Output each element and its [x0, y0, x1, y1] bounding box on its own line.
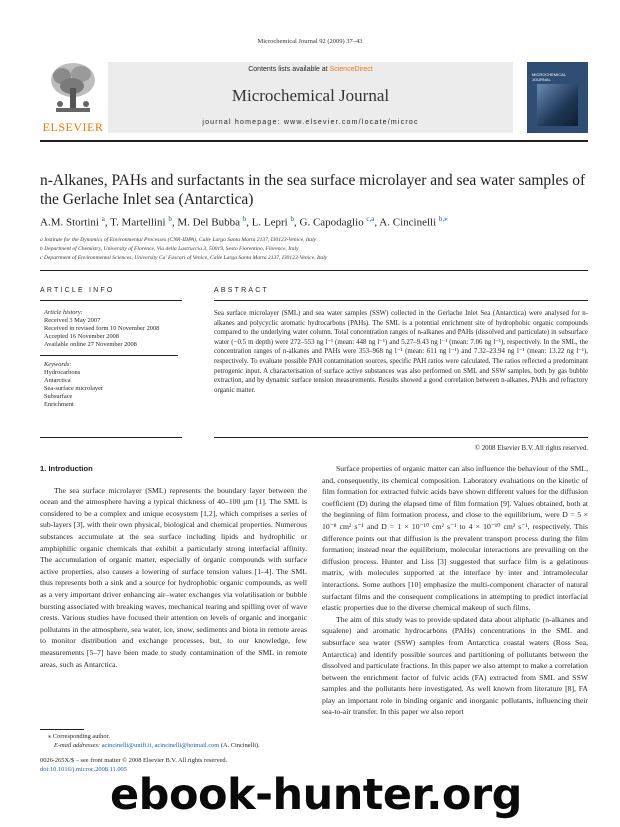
author: A. Cincinelli — [379, 216, 437, 229]
affiliation-divider — [40, 270, 588, 271]
sciencedirect-link[interactable]: ScienceDirect — [329, 66, 373, 73]
author-affiliation-mark[interactable]: b — [290, 215, 294, 223]
author-affiliation-mark[interactable]: a — [101, 215, 105, 223]
history-entry: Received in revised form 10 November 2008 — [44, 325, 160, 332]
abstract-bottom-rule — [214, 437, 588, 438]
abstract-heading: ABSTRACT — [214, 287, 269, 294]
author: L. Lepri — [251, 216, 288, 229]
elsevier-wordmark: ELSEVIER — [42, 120, 104, 134]
keyword: Enrichment — [44, 401, 74, 408]
email-label: E-mail addresses: — [54, 741, 102, 749]
keyword: Antarctica — [44, 377, 71, 384]
keyword: Subsurface — [44, 393, 73, 400]
author-affiliation-mark[interactable]: c,a — [366, 215, 375, 223]
article-info-panel — [44, 309, 204, 409]
journal-homepage[interactable]: journal homepage: www.elsevier.com/locate/microc — [202, 119, 419, 126]
author-affiliation-mark[interactable]: b,⁎ — [438, 215, 448, 223]
article-info-rule — [40, 300, 182, 301]
history-entry: Accepted 16 November 2008 — [44, 333, 120, 340]
history-label: Article history: — [44, 309, 83, 316]
abstract-text: Sea surface microlayer (SML) and sea water samples (SSW) collected in the Gerlache Inlet Sea (Antarctica) were analysed for n-alkanes and polycyclic aromatic hydrocarbons (PAHs). The SML is a potential enrichment site of hydrophobic organic compounds compared to the underlying water column. Total concentration ranges of n-alkanes and PAHs (dissolved and particulate) in subsurface water (−0.5 m depth) were 272–553 ng l⁻¹ (mean: 448 ng l⁻¹) and 5.27–9.43 ng l⁻¹ (mean: 7.06 ng l⁻¹), respectively. In the SML, the concentration ranges of n-alkanes and PAHs were 353–968 ng l⁻¹ (mean: 611 ng l⁻¹) and 7.32–23.94 ng l⁻¹ (mean: 13.22 ng l⁻¹), respectively. To evaluate possible PAH contamination sources, specific PAH ratios were calculated. The ratios reflected a predominant petrogenic input. A characterisation of surface active substances was also performed on SML and SSW samples, both by gas bubble extraction, and by dynamic surface tension measurements. Results showed a good correlation between n-alkanes, PAHs and refractory organic matter. — [214, 310, 588, 394]
cover-image — [537, 84, 578, 126]
author: A.M. Stortini — [40, 216, 99, 229]
header-divider — [40, 140, 588, 142]
elsevier-logo — [40, 60, 106, 134]
section-heading: 1. Introduction — [40, 464, 93, 473]
article-title: n-Alkanes, PAHs and surfactants in the sea surface microlayer and sea water samples of the Gerlache Inlet sea (Antarctica) — [40, 172, 586, 208]
author: G. Capodaglio — [299, 216, 364, 229]
keyword: Sea-surface microlayer — [44, 385, 104, 392]
keywords-label: Keywords: — [44, 361, 72, 368]
body-column-right — [322, 463, 588, 718]
keywords-rule — [40, 349, 178, 356]
history-entry: Received 3 May 2007 — [44, 317, 101, 324]
contents-prefix: Contents lists available at — [248, 66, 330, 73]
paragraph: The aim of this study was to provide updated data about aliphatic (n-alkanes and squalene) and aromatic hydrocarbons (PAHs) concentrations in the SML and subsurface sea water (SSW) samples from Antarctica coastal waters (Ross Sea, Antarctica) and identify possible sources and partitioning of pollutants between the dissolved and particulate fractions. In this paper we also attempt to make a correlation between the enrichment factor of fulvic acids (FA) extracted from SML and SSW samples and the pollutants here investigated. As well known from literature [8], FA play an important role in binding organic and inorganic pollutants, influencing their sea-to-air transfer. In this paper we also report — [322, 614, 588, 717]
abstract-rule — [214, 300, 588, 301]
journal-name: Microchemical Journal — [231, 86, 390, 105]
watermark: ebook-hunter.org — [110, 770, 522, 820]
footnote-rule — [40, 729, 84, 730]
author: M. Del Bubba — [177, 216, 240, 229]
abstract-copyright: © 2008 Elsevier B.V. All rights reserved. — [474, 445, 588, 452]
elsevier-tree-icon — [48, 60, 98, 116]
corresponding-author-note: ⁎ Corresponding author. — [48, 733, 110, 740]
journal-cover-thumbnail — [527, 62, 588, 133]
journal-citation: Microchemical Journal 92 (2009) 37–43 — [257, 38, 363, 45]
email-suffix: (A. Cincinelli). — [219, 741, 260, 749]
author-affiliation-mark[interactable]: b — [242, 215, 247, 223]
cover-title: MICROCHEMICAL JOURNAL — [532, 72, 566, 82]
history-entry: Available online 27 November 2008 — [44, 341, 137, 348]
paragraph: The sea surface microlayer (SML) represents the boundary layer between the ocean and the atmosphere having a typical thickness of 40–100 µm [1]. The SML is considered to be a complex and unique ecosystem [1,2], which comprises a series of sub-layers [3], with their own physical, biological and chemical properties. Numerous substances accumulate at the sea surface including lipids and hydrophilic or amphiphilic organic chemicals that exhibit a particularly strong interfacial affinity. The accumulation of organic matter, especially of organic compounds with surface active properties, also causes a lowering of surface tension values [1–4]. The SML thus represents both a sink and a source for hydrophobic organic compounds, as well as a very important driver enhancing air–water exchanges via volatilisation or bubble bursting associated with breaking waves, mechanical tearing and spilling over of wave crests. Various studies have focused their attention on levels of organic and inorganic pollutants in the atmosphere, sea water, ice, snow, sediments and biota in remote areas to monitor distribution and exchange processes, but, to our knowledge, few measurements [5–7] have been made to study contamination of the SML in remote areas, such as Antarctica. — [40, 485, 307, 669]
affiliation: b Department of Chemistry, University of Florence, Via della Lastruccia 3, 50019, Sesto Fiorentino, Florence, Italy — [40, 246, 299, 252]
body-column-left — [40, 463, 307, 670]
author-affiliation-mark[interactable]: b — [168, 215, 172, 223]
author-list: A.M. Stortini $^a$, T. Martellini $^b$, M. Del Bubba $^b$, L. Lepri $^b$, G. Capodaglio $^{c,a}$, A. Cincinelli $^{b,⁎}$ — [40, 215, 448, 229]
doi-link[interactable]: doi:10.1016/j.microc.2008.11.005 — [40, 765, 127, 773]
contents-line — [108, 66, 513, 73]
paragraph: Surface properties of organic matter can also influence the behaviour of the SML, and, consequently, its chemical composition. Laboratory evaluations on the kinetic of film formation for extracted fulvic acids have shown different values for the diffusion coefficient (D) during the elapsed time of film formation [9]. Values obtained, both at the beginning of film formation process, and close to the equilibrium, were D = 5 × 10⁻⁸ cm² s⁻¹ and D = 1 × 10⁻¹⁰ cm² s⁻¹ to 4 × 10⁻¹⁰ cm² s⁻¹, respectively. This difference points out that diffusion is the prevalent transport process during the film formation; instead near the equilibrium, molecular interactions are prevailing on the diffusion process. Hunter and Liss [3] suggested that surface film is a gelatinous matrix, with molecules supported at the interface by inter and intramolecular interactions. Some authors [10] emphasize the multi-component character of natural surfactant films and the consequent complications in attempting to predict interfacial elastic properties due to the diverse chemical makeup of such films. — [322, 464, 588, 613]
email-links[interactable]: acincinelli@unifi.it, acincinelli@hotmail.com — [101, 741, 220, 749]
affiliation: c Department of Environmental Sciences, University Ca' Foscari of Venice, Calle Larga Santa Marta 2137, I30123-Venice, Italy — [40, 255, 328, 261]
keyword: Hydrocarbons — [44, 369, 81, 376]
author: T. Martellini — [110, 216, 166, 229]
footnote — [40, 733, 307, 750]
issn-line: 0026-265X/$ – see front matter © 2008 Elsevier B.V. All rights reserved. — [40, 757, 228, 764]
article-info-bottom-rule — [40, 437, 182, 438]
affiliation: a Institute for the Dynamics of Environmental Processes (CNR-IDPA), Calle Larga Santa Marta 2137, I30123-Venice, Italy — [40, 237, 317, 243]
article-info-heading: ARTICLE INFO — [40, 287, 115, 294]
